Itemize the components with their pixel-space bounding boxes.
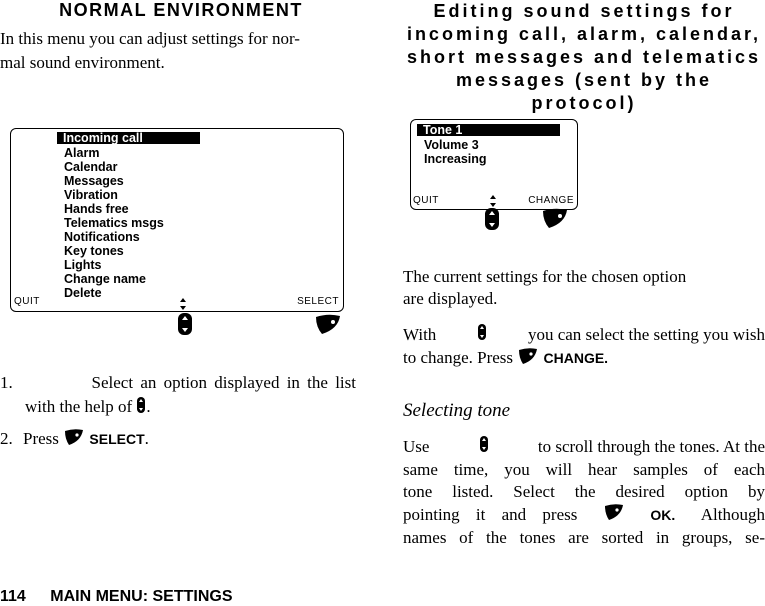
paragraph-with <box>403 323 765 371</box>
scroll-key-icon[interactable] <box>177 312 193 341</box>
left-heading: NORMAL ENVIRONMENT <box>59 0 303 20</box>
softkey-change-label: CHANGE <box>528 195 574 206</box>
menu-item[interactable]: Messages <box>64 174 124 188</box>
step-2-text: Press <box>23 429 59 448</box>
softkey-icon <box>603 503 625 527</box>
page-number: 114 <box>0 588 26 605</box>
p1-line1: The current settings for the chosen option <box>403 267 687 286</box>
phone-screen-settings <box>410 119 578 210</box>
menu-item[interactable]: Change name <box>64 272 146 286</box>
menu-item[interactable]: Calendar <box>64 160 118 174</box>
softkey-change[interactable] <box>528 195 574 206</box>
p3-line4b: Although <box>700 505 765 524</box>
p3-line5: names of the tones are sorted in groups, se- <box>403 528 765 547</box>
right-heading-line2: incoming call, alarm, calendar, <box>406 24 762 44</box>
paragraph-use <box>403 435 765 549</box>
scroll-key-icon <box>136 396 146 421</box>
p3-line2: same time, you will hear samples of each <box>403 460 765 479</box>
p3-key: OK. <box>650 507 676 523</box>
phone-screen-menu <box>10 128 344 312</box>
section-title: MAIN MENU: SETTINGS <box>50 588 233 605</box>
settings-selected-item[interactable]: Tone 1 <box>417 124 560 136</box>
softkey-select[interactable] <box>297 296 339 307</box>
step-2-number: 2. <box>0 429 13 448</box>
softkey-icon <box>63 428 85 453</box>
softkey-quit[interactable]: QUIT <box>14 296 40 307</box>
step-2-key: SELECT <box>89 431 145 447</box>
subheading-selecting-tone: Selecting tone <box>403 400 511 421</box>
menu-selected-item[interactable]: Incoming call <box>57 132 200 144</box>
menu-item[interactable]: Hands free <box>64 202 129 216</box>
step-1-end: . <box>146 397 151 416</box>
menu-item[interactable]: Increasing <box>424 152 487 166</box>
p2-with: With <box>403 325 437 344</box>
p3-rest: to scroll through the tones. At the <box>537 437 765 456</box>
page-footer <box>0 588 232 606</box>
softkey-quit[interactable] <box>413 195 439 206</box>
menu-item[interactable]: Telematics msgs <box>64 216 164 230</box>
step-2 <box>0 427 149 453</box>
p1-line2: are displayed. <box>403 289 498 308</box>
right-softkey-icon[interactable] <box>314 313 342 340</box>
left-intro-line1: In this menu you can adjust settings for nor- <box>0 29 300 48</box>
settings-list <box>424 138 487 166</box>
p3-line4a: pointing it and press <box>403 505 578 524</box>
menu-item[interactable]: Notifications <box>64 230 140 244</box>
menu-item[interactable]: Vibration <box>64 188 118 202</box>
softkey-select-label: SELECT <box>297 296 339 307</box>
menu-list <box>64 146 164 300</box>
menu-item[interactable]: Alarm <box>64 146 100 160</box>
step-1 <box>0 371 356 421</box>
scroll-key-icon[interactable] <box>484 207 500 236</box>
step-1-number: 1. <box>0 373 13 392</box>
step-1-line1: Select an option displayed in the list <box>91 373 356 392</box>
p3-use: Use <box>403 437 430 456</box>
left-intro-line2: mal sound environment. <box>0 53 165 72</box>
menu-item[interactable]: Lights <box>64 258 102 272</box>
p2-rest: you can select the setting you wish <box>527 325 765 344</box>
softkey-quit-label: UIT <box>22 296 40 307</box>
right-heading-line3: short messages and telematics <box>406 47 762 67</box>
scroll-key-icon <box>477 323 487 347</box>
p2-line2: to change. Press <box>403 348 514 367</box>
left-intro <box>0 27 362 75</box>
p2-key: CHANGE. <box>543 350 609 366</box>
right-heading-line4: messages (sent by the protocol) <box>455 70 713 113</box>
paragraph-current-settings <box>403 266 765 310</box>
right-heading-line1: Editing sound settings for <box>433 1 735 21</box>
right-softkey-icon[interactable] <box>541 207 569 234</box>
menu-item[interactable]: Key tones <box>64 244 124 258</box>
softkey-icon <box>517 347 539 371</box>
step-2-end: . <box>144 429 149 448</box>
right-heading <box>403 0 765 115</box>
menu-item[interactable]: Volume 3 <box>424 138 479 152</box>
p3-line3: tone listed. Select the desired option by <box>403 482 765 501</box>
scroll-key-icon <box>479 435 489 459</box>
softkey-quit-label: QUIT <box>413 195 439 206</box>
step-1-line2: with the help of <box>25 397 133 416</box>
menu-item[interactable]: Delete <box>64 286 102 300</box>
